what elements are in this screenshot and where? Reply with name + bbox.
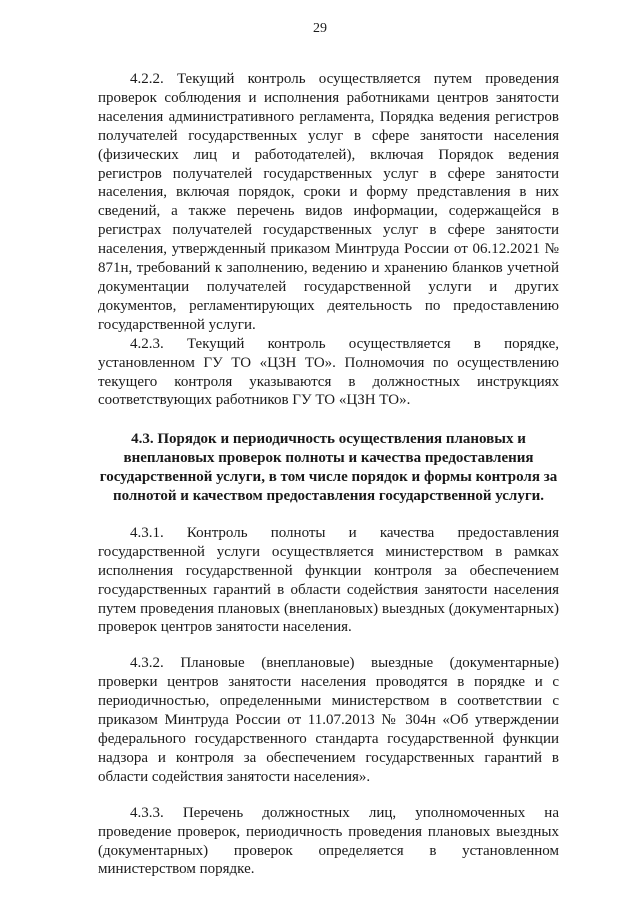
paragraph-4-2-2: 4.2.2. Текущий контроль осуществляется путем проведения проверок соблюдения и исполнения работниками центров занятости населения административного регламента, Порядка ведения регистров получателей государственных услуг в сфере занятости населения (физических лиц и работодателей), включая Порядок ведения регистров получателей государственных услуг в сфере занятости населения, включая порядок, сроки и форму представления в них сведений, а также перечень видов информации, содержащейся в регистрах получателей государственных услуг в сфере занятости населения, утвержденный приказом Минтруда России от 06.12.2021 № 871н, требований к заполнению, ведению и хранению бланков учетной документации получателей государственной услуги и других документов, регламентирующих деятельность по предоставлению государственной услуги. xyxy=(98,71,559,333)
document-body xyxy=(98,70,559,879)
spacer xyxy=(98,787,559,804)
page-number: 29 xyxy=(313,21,327,36)
spacer xyxy=(98,506,559,524)
paragraph-4-3-1: 4.3.1. Контроль полноты и качества предоставления государственной услуги осуществляется министерством в рамках исполнения государственной функции контроля за обеспечением государственных гарантий в области содействия занятости населения путем проведения плановых (внеплановых) выездных (документарных) проверок центров занятости населения. xyxy=(98,524,559,636)
paragraph-4-3-3: 4.3.3. Перечень должностных лиц, уполномоченных на проведение проверок, периодичность проведения плановых выездных (документарных) проверок определяется в установленном министерством порядке. xyxy=(98,804,559,878)
spacer xyxy=(98,637,559,654)
spacer xyxy=(98,410,559,430)
paragraph-4-2-3: 4.2.3. Текущий контроль осуществляется в порядке, установленном ГУ ТО «ЦЗН ТО». Полномочия по осуществлению текущего контроля указываются в должностных инструкциях соответствующих работников ГУ ТО «ЦЗН ТО». xyxy=(98,335,559,409)
paragraph-4-3-2: 4.3.2. Плановые (внеплановые) выездные (документарные) проверки центров занятости населения проводятся в порядке и с периодичностью, определенными министерством в соответствии с приказом Минтруда России от 11.07.2013 № 304н «Об утверждении федерального государственного стандарта государственной функции надзора и контроля за обеспечением государственных гарантий в области содействия занятости населения». xyxy=(98,655,559,785)
section-heading-4-3: 4.3. Порядок и периодичность осуществления плановых и внеплановых проверок полноты и качества предоставления государственной услуги, в том числе порядок и формы контроля за полнотой и качеством предоставления государственной услуги. xyxy=(99,431,558,505)
